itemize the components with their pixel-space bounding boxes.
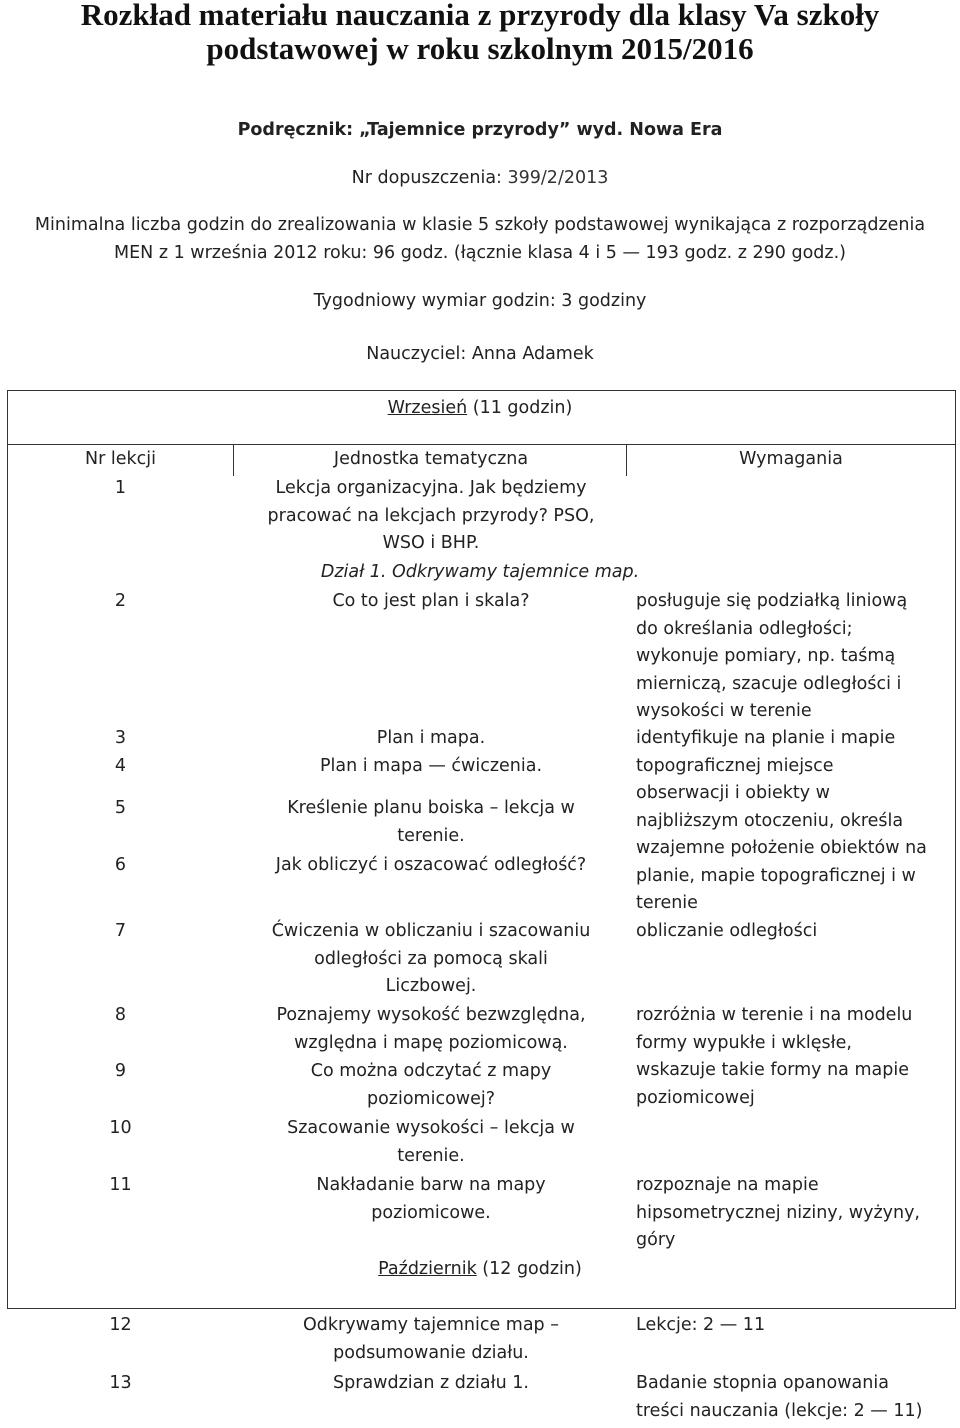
lesson-topic: Co to jest plan i skala? <box>332 591 530 611</box>
approval-value: : 399/2/2013 <box>496 168 609 188</box>
approval-label: Nr dopuszczenia <box>351 168 497 188</box>
table-divider <box>7 1308 956 1309</box>
lesson-topic: Plan i mapa — ćwiczenia. <box>319 756 543 776</box>
section-heading: Dział 1. Odkrywamy tajemnice map. <box>320 562 640 582</box>
approval-number <box>0 164 960 192</box>
requirement-text: Badanie stopnia opanowania treści nauczania (lekcje: 2 — 11) <box>636 1373 923 1421</box>
lesson-topic: Szacowanie wysokości – lekcja w terenie. <box>287 1118 575 1166</box>
month-hours: (12 godzin) <box>476 1259 582 1279</box>
month-october <box>0 1255 960 1283</box>
lesson-number: 7 <box>114 921 127 941</box>
hours-info-line-2: MEN z 1 września 2012 roku: 96 godz. (łącznie klasa 4 i 5 — 193 godz. z 290 godz.) <box>114 243 846 263</box>
hours-info-line-1: Minimalna liczba godzin do zrealizowania w klasie 5 szkoły podstawowej wynikająca z rozporządzenia <box>34 215 926 235</box>
column-header-nr: Nr lekcji <box>85 449 156 469</box>
month-september <box>0 394 960 422</box>
requirement-text: obliczanie odległości <box>636 921 818 941</box>
lesson-number: 13 <box>109 1373 132 1393</box>
textbook-info: Podręcznik: „Tajemnice przyrody” wyd. Nowa Era <box>237 120 723 140</box>
lesson-number: 12 <box>109 1315 132 1335</box>
lesson-topic: Lekcja organizacyjna. Jak będziemy pracować na lekcjach przyrody? PSO, WSO i BHP. <box>267 478 595 553</box>
lesson-number: 10 <box>109 1118 132 1138</box>
lesson-number: 1 <box>114 478 127 498</box>
requirement-text: Lekcje: 2 — 11 <box>636 1315 766 1335</box>
document-title-line-1: Rozkład materiału nauczania z przyrody dla klasy Va szkoły <box>80 0 880 32</box>
lesson-topic: Plan i mapa. <box>376 728 486 748</box>
teacher-name: Nauczyciel: Anna Adamek <box>366 344 594 364</box>
lesson-topic: Nakładanie barw na mapy poziomicowe. <box>316 1175 546 1223</box>
table-divider <box>233 444 234 476</box>
requirement-text: rozpoznaje na mapie hipsometrycznej niziny, wyżyny, góry <box>636 1175 920 1250</box>
requirement-text: identyfikuje na planie i mapie topograficznej miejsce obserwacji i obiekty w najbliższym otoczeniu, określa wzajemne położenie obiektów na planie, mapie topograficznej i w terenie <box>636 728 927 913</box>
lesson-topic: Poznajemy wysokość bezwzględna, względna i mapę poziomicową. <box>276 1005 586 1053</box>
lesson-number: 4 <box>114 756 127 776</box>
month-name: Wrzesień <box>387 398 468 418</box>
lesson-topic: Kreślenie planu boiska – lekcja w terenie. <box>287 798 575 846</box>
requirement-text: rozróżnia w terenie i na modelu formy wypukłe i wklęsłe, wskazuje takie formy na mapie poziomicowej <box>636 1005 913 1108</box>
month-name: Październik <box>378 1259 477 1279</box>
lesson-number: 3 <box>114 728 127 748</box>
lesson-number: 5 <box>114 798 127 818</box>
column-header-requirements: Wymagania <box>739 449 843 469</box>
lesson-number: 2 <box>114 591 127 611</box>
lesson-number: 8 <box>114 1005 127 1025</box>
lesson-topic: Ćwiczenia w obliczaniu i szacowaniu odległości za pomocą skali Liczbowej. <box>271 921 591 996</box>
weekly-hours: Tygodniowy wymiar godzin: 3 godziny <box>313 291 647 311</box>
table-divider <box>7 444 956 445</box>
lesson-topic: Co można odczytać z mapy poziomicowej? <box>310 1061 552 1109</box>
lesson-topic: Jak obliczyć i oszacować odległość? <box>275 855 587 875</box>
document-title-line-2: podstawowej w roku szkolnym 2015/2016 <box>206 31 754 66</box>
lesson-number: 11 <box>109 1175 132 1195</box>
lesson-number: 9 <box>114 1061 127 1081</box>
column-header-topic: Jednostka tematyczna <box>333 449 529 469</box>
requirement-text: posługuje się podziałką liniową do określania odległości; wykonuje pomiary, np. taśmą mierniczą, szacuje odległości i wysokości w terenie <box>636 591 908 721</box>
month-hours: (11 godzin) <box>467 398 573 418</box>
lesson-topic: Odkrywamy tajemnice map – podsumowanie działu. <box>303 1315 559 1363</box>
lesson-topic: Sprawdzian z działu 1. <box>333 1373 529 1393</box>
lesson-number: 6 <box>114 855 127 875</box>
